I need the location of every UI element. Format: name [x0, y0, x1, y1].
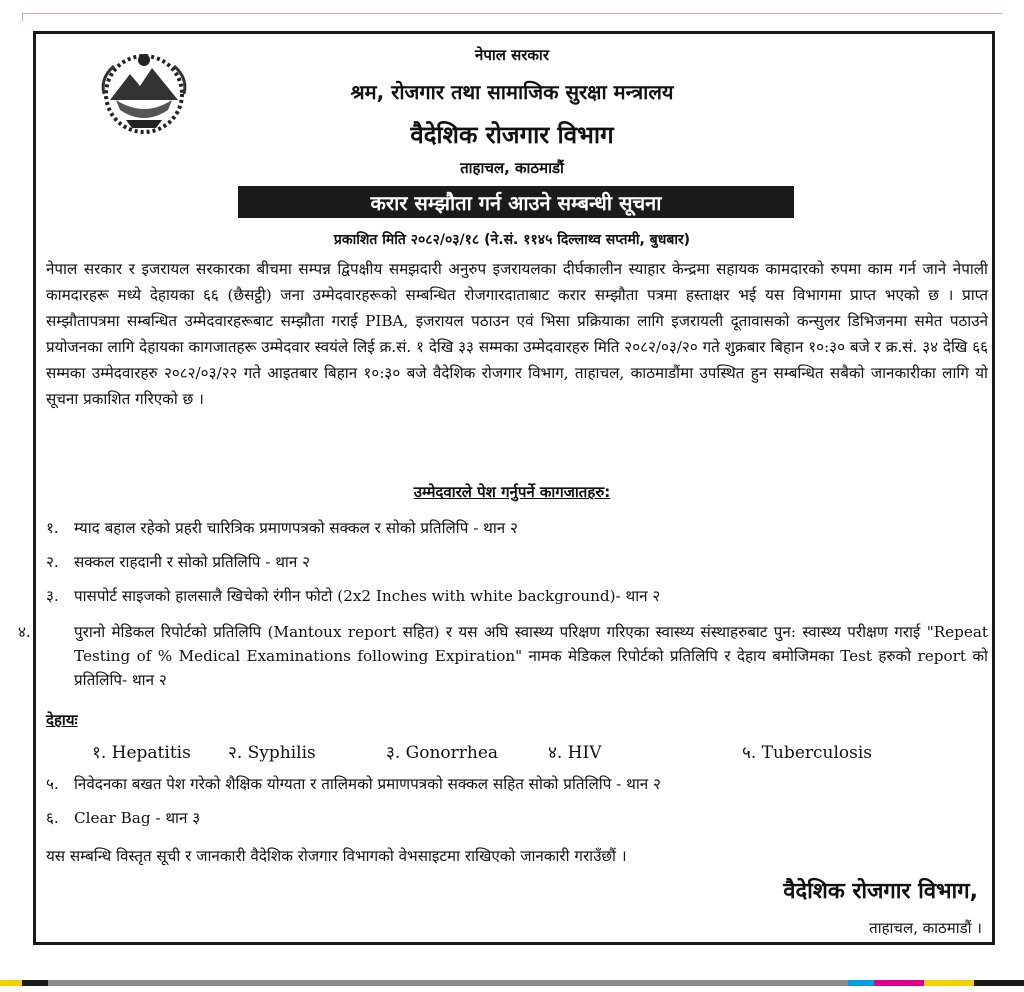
signature-department: वैदेशिक रोजगार विभाग,	[783, 879, 978, 904]
document-item: ५. निवेदनका बखत पेश गरेको शैक्षिक योग्यता र तालिमको प्रमाणपत्रको सक्कल सहित सोको प्रतिलिपि - थान २	[46, 775, 661, 793]
document-item: ४. पुरानो मेडिकल रिपोर्टको प्रतिलिपि (Mantoux report सहित) र यस अघि स्वास्थ्य परिक्षण गरिएका स्वास्थ्य संस्थाहरुबाट पुन: स्वास्थ्य परीक्षण गराई "Repeat Testing of % Medical Examinations following Expiration" नामक मेडिकल रिपोर्टको प्रतिलिपि र देहाय बमोजिमका Test हरुको report को प्रतिलिपि- थान २	[18, 623, 988, 689]
signature-location: ताहाचल, काठमाडौं ।	[869, 919, 982, 937]
department-location: ताहाचल, काठमाडौं	[460, 159, 564, 177]
test-item: ३. Gonorrhea	[386, 743, 499, 763]
document-item: १. म्याद बहाल रहेको प्रहरी चारित्रिक प्रमाणपत्रको सक्कल र सोको प्रतिलिपि - थान २	[46, 519, 518, 537]
published-date: प्रकाशित मिति २०८२/०३/१८ (ने.सं. ११४५ दिल्लाथ्व सप्तमी, बुधबार)	[333, 232, 691, 248]
page-top-rule	[22, 13, 1002, 14]
document-item: ६. Clear Bag - थान ३	[46, 809, 201, 827]
test-item: १. Hepatitis	[92, 743, 191, 763]
government-name: नेपाल सरकार	[475, 46, 549, 64]
documents-heading: उम्मेदवारले पेश गर्नुपर्ने कागजातहरु:	[413, 483, 611, 501]
closing-note: यस सम्बन्धि विस्तृत सूची र जानकारी वैदेशिक रोजगार विभागको वेभसाइटमा राखिएको जानकारी गराउँछौं ।	[46, 847, 627, 865]
notice-body: नेपाल सरकार र इजरायल सरकारका बीचमा सम्पन्न द्विपक्षीय समझदारी अनुरुप इजरायलका दीर्घकालीन स्याहार केन्द्रमा सहायक कामदारको रुपमा काम गर्न जाने नेपाली कामदारहरू मध्ये देहायका ६६ (छैसट्ठी) जना उम्मेदवारहरूको सम्बन्धित रोजगारदाताबाट करार सम्झौता पत्रमा हस्ताक्षर भई यस विभागमा प्राप्त भएको छ । प्राप्त सम्झौतापत्रमा सम्बन्धित उम्मेदवारहरूबाट सम्झौता गराई PIBA, इजरायल पठाउन एवं भिसा प्रक्रियाका लागि इजरायली दूतावासको कन्सुलर डिभिजनमा समेत पठाउने प्रयोजनका लागि देहायका कागजातहरू उम्मेदवार स्वयंले लिई क्र.सं. १ देखि ३३ सम्मका उम्मेदवारहरु मिति २०८२/०३/२० गते शुक्रबार बिहान १०:३० बजे र क्र.सं. ३४ देखि ६६ सम्मका उम्मेदवारहरु २०८२/०३/२२ गते आइतबार बिहान १०:३० बजे वैदेशिक रोजगार विभाग, ताहाचल, काठमाडौंमा उपस्थित हुन सम्बन्धित सबैको जानकारीका लागि यो सूचना प्रकाशित गरिएको छ ।	[46, 260, 988, 408]
print-registration-bar	[0, 980, 1024, 986]
test-item: ५. Tuberculosis	[742, 743, 873, 763]
test-item: २. Syphilis	[228, 743, 316, 763]
document-item: ३. पासपोर्ट साइजको हालसालै खिचेको रंगीन फोटो (2x2 Inches with white background)- थान २	[46, 587, 661, 605]
ministry-name: श्रम, रोजगार तथा सामाजिक सुरक्षा मन्त्रालय	[350, 80, 674, 104]
page-corner-tick	[22, 13, 23, 21]
department-name: वैदेशिक रोजगार विभाग	[410, 121, 614, 149]
notice-title: करार सम्झौता गर्न आउने सम्बन्धी सूचना	[238, 186, 794, 218]
test-item: ४. HIV	[548, 743, 602, 763]
document-item: २. सक्कल राहदानी र सोको प्रतिलिपि - थान २	[46, 553, 310, 571]
tests-heading: देहायः	[46, 711, 78, 729]
